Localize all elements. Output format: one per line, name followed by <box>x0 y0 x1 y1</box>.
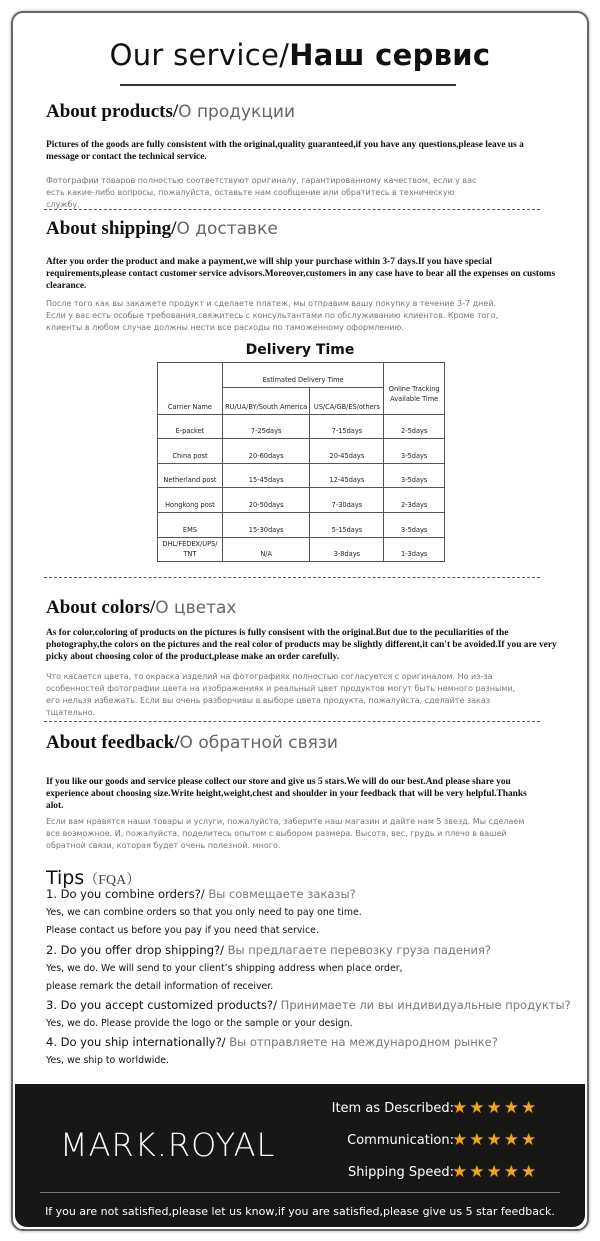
table-row <box>158 439 445 464</box>
table-row <box>158 414 445 439</box>
table-cell: 3-5days <box>384 512 445 537</box>
products-text-ru: Фотографии товаров полностью соответствуют оригиналу, гарантированному качеством, если у вас есть какие-либо вопросы, пожалуйста, оставьте нам сообщение или обратитесь в техническую службу. <box>46 176 477 209</box>
star-icon: ★ <box>452 1098 470 1117</box>
table-cell: DHL/FEDEX/UPS/ TNT <box>158 537 223 562</box>
shipping-text-en: After you order the product and make a payment,we will ship your purchase within 3-7 days.If you have special requirements,please contact customer service advisors.Moreover,customers in any case have to bear all the expenses on customs clearance. <box>46 257 556 291</box>
footer-note: If you are not satisfied,please let us know,if you are satisfied,please give us 5 star feedback. <box>45 1205 555 1218</box>
feedback-text-ru: Если вам нравятся наши товары и услуги, пожалуйста, заберите наш магазин и дайте нам 5 звезд. Мы сделаем все возможное. И, пожалуйста, поделитесь опытом с выбором размера. Высота, вес, грудь и плечо в вашей обратной связи, которая будет очень полезной. много. <box>46 817 525 850</box>
delivery-title: Delivery Time <box>245 342 355 358</box>
star-icon: ★ <box>452 1130 470 1149</box>
table-cell: 15-30days <box>222 512 310 537</box>
table-cell: Netherland post <box>158 463 223 488</box>
table-row <box>158 537 445 562</box>
table-cell: 20-60days <box>222 439 310 464</box>
divider <box>44 209 540 210</box>
header-us: US/CA/GB/ES/others <box>310 387 384 414</box>
products-text-en: Pictures of the goods are fully consistent with the original,quality guaranteed,if you have any questions,please leave us a message or contact the technical service. <box>46 140 524 162</box>
faq-answer: Yes, we do. Please provide the logo or the sample or your design. <box>46 1018 353 1029</box>
table-cell: 2-3days <box>384 488 445 513</box>
faq-answer: Please contact us before you pay if you need that service. <box>46 925 319 936</box>
table-cell: 12-45days <box>310 463 384 488</box>
table-row <box>158 512 445 537</box>
table-cell: China post <box>158 439 223 464</box>
page-title: Our service/Наш сервис <box>109 38 491 72</box>
divider <box>44 721 540 722</box>
star-icon: ★ <box>486 1130 504 1149</box>
feedback-text-en: If you like our goods and service please collect our store and give us 5 stars.We will do our best.And please share you experience about choosing size.Write height,weight,chest and shoulder in your feedback that will be very helpful.Thanks alot. <box>46 777 527 811</box>
star-rating-icons <box>452 1098 538 1118</box>
feedback-heading: About feedback/О обратной связи <box>46 732 338 753</box>
faq-answer: Yes, we can combine orders so that you only need to pay one time. <box>46 907 362 918</box>
table-cell: E-packet <box>158 414 223 439</box>
table-cell: 1-3days <box>384 537 445 562</box>
table-cell: EMS <box>158 512 223 537</box>
table-cell: 20-50days <box>222 488 310 513</box>
table-cell: 7-30days <box>310 488 384 513</box>
star-icon: ★ <box>486 1162 504 1181</box>
star-icon: ★ <box>521 1130 539 1149</box>
table-cell: 20-45days <box>310 439 384 464</box>
table-row <box>158 488 445 513</box>
table-cell: Hongkong post <box>158 488 223 513</box>
faq-question-4: 4. Do you ship internationally?/ Вы отправляете на международном рынке? <box>46 1035 498 1049</box>
header-estimated: Estimated Delivery Time <box>222 363 383 388</box>
star-icon: ★ <box>469 1162 487 1181</box>
tips-heading: Tips（FQA） <box>46 867 141 889</box>
table-cell: 7-25days <box>222 414 310 439</box>
rating-label: Communication: <box>347 1133 454 1148</box>
table-cell: 2-5days <box>384 414 445 439</box>
brand-logo: MARK.ROYAL <box>60 1126 276 1164</box>
table-cell: 3-5days <box>384 463 445 488</box>
shipping-text-ru: После того как вы закажете продукт и сделаете платеж, мы отправим вашу покупку в течение 3-7 дней. Если у вас есть особые требования,свяжитесь с консультантами по обслуживанию клиентов. Кроме того, клиенты в любом случае должны нести все расходы по таможенному оформлению. <box>46 299 499 332</box>
delivery-table <box>157 362 445 562</box>
star-rating-icons <box>452 1130 538 1150</box>
colors-text-en: As for color,coloring of products on the pictures is fully consisent with the original.But due to the peculiarities of the photography,the colors on the pictures and the real color of products may be slightly different,it can't be avoided.If you are very picky about choosing color of the product,please make an order carefully. <box>46 628 557 662</box>
faq-answer: Yes, we ship to worldwide. <box>46 1055 170 1066</box>
shipping-heading: About shipping/О доставке <box>46 218 278 239</box>
header-ru: RU/UA/BY/South America <box>222 387 310 414</box>
colors-heading: About colors/О цветах <box>46 597 237 618</box>
faq-answer: Yes, we do. We will send to your client’s shipping address when place order, <box>46 963 403 974</box>
star-icon: ★ <box>521 1098 539 1117</box>
footer-divider <box>40 1192 560 1193</box>
star-icon: ★ <box>469 1098 487 1117</box>
faq-question-2: 2. Do you offer drop shipping?/ Вы предлагаете перевозку груза падения? <box>46 943 491 957</box>
products-heading: About products/О продукции <box>46 101 295 122</box>
table-cell: 3-5days <box>384 439 445 464</box>
star-icon: ★ <box>503 1098 521 1117</box>
star-icon: ★ <box>452 1162 470 1181</box>
header-tracking: Online Tracking Available Time <box>384 363 445 415</box>
star-icon: ★ <box>469 1130 487 1149</box>
table-cell: N/A <box>222 537 310 562</box>
star-icon: ★ <box>503 1130 521 1149</box>
star-icon: ★ <box>521 1162 539 1181</box>
divider <box>44 577 540 578</box>
rating-label: Item as Described: <box>331 1101 454 1116</box>
table-cell: 7-15days <box>310 414 384 439</box>
faq-question-1: 1. Do you combine orders?/ Вы совмещаете заказы? <box>46 887 356 901</box>
table-cell: 5-15days <box>310 512 384 537</box>
faq-question-3: 3. Do you accept customized products?/ Принимаете ли вы индивидуальные продукты? <box>46 998 571 1012</box>
table-row <box>158 463 445 488</box>
rating-label: Shipping Speed: <box>348 1165 454 1180</box>
colors-text-ru: Что касается цвета, то окраска изделий на фотографиях полностью согласуется с оригиналом. Но из-за особенностей фотографии цвета на изображениях и реальный цвет продуктов могут быть немного разными, его нельзя избежать. Если вы очень разборчивы в выборе цвета продукта, пожалуйста, сделайте заказ тщательно. <box>46 672 516 717</box>
table-cell: 3-8days <box>310 537 384 562</box>
faq-answer: please remark the detail information of receiver. <box>46 981 274 992</box>
star-icon: ★ <box>503 1162 521 1181</box>
title-underline <box>120 84 456 86</box>
star-icon: ★ <box>486 1098 504 1117</box>
header-carrier: Carrier Name <box>158 363 223 415</box>
star-rating-icons <box>452 1162 538 1182</box>
table-cell: 15-45days <box>222 463 310 488</box>
